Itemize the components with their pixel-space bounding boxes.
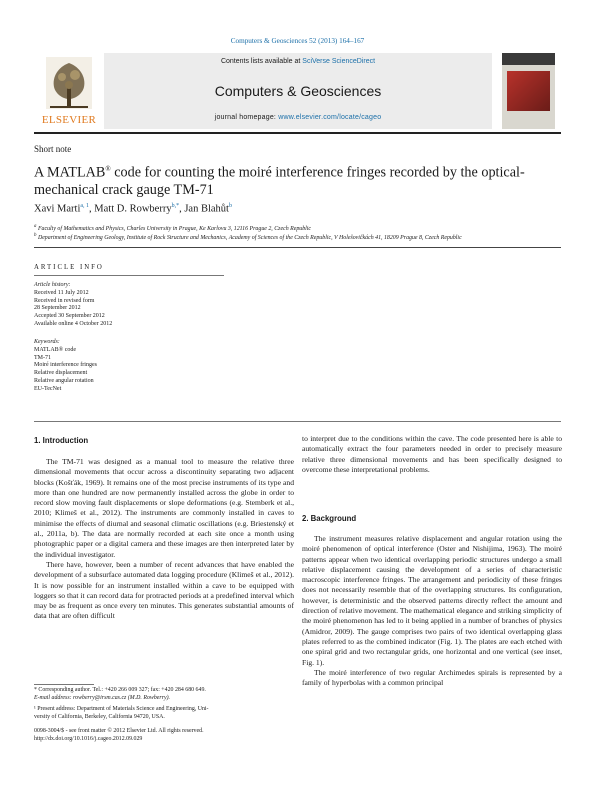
history-entry: Available online 4 October 2012 <box>34 320 113 327</box>
background-body <box>302 534 562 688</box>
homepage-prefix: journal homepage: <box>214 114 279 121</box>
article-title <box>34 161 554 199</box>
journal-reference[interactable]: Computers & Geosciences 52 (2013) 164–167 <box>230 37 365 45</box>
affiliation <box>34 233 564 241</box>
homepage-link[interactable]: www.elsevier.com/locate/cageo <box>278 114 382 121</box>
publisher-name: ELSEVIER <box>41 114 97 126</box>
article-type: Short note <box>34 144 72 154</box>
footnote-rule <box>34 684 94 685</box>
introduction-continuation <box>302 434 562 475</box>
affiliation-text: Department of Engineering Geology, Institute of Rock Structure and Mechanics, Academy of Sciences of the Czech Republic, V Holešovičkách 41, 18209 Prague 8, Czech Republic <box>37 234 462 241</box>
journal-cover-image <box>502 53 555 129</box>
journal-title: Computers & Geosciences <box>214 83 382 99</box>
article-history <box>34 282 112 329</box>
keyword: MATLAB® code <box>34 346 77 353</box>
paragraph: There have, however, been a number of recent advances that have enabled the development of a subsurface automated data logging procedure (Klimeš et al., 2012). It is now possible for an instrument installed within a cave to be equipped with loggers so that it can record data for protracted periods at a predefined interval which may be as frequent as once every ten minutes. This generates substantial amounts of data that are often difficult <box>34 559 294 621</box>
paragraph: The instrument measures relative displacement and angular rotation using the moiré phenomenon of optical interference (Oster and Nishijima, 1963). The moiré patterns appear when two identical overlapping periodic structures undergo a small relative displacement causing the development of a series of characteristic macroscopic interference fringes. The arrangement and periodicity of these fringes does not necessarily resemble that of the overlapping structures. Its configuration, however, is deterministic and the observed patterns directly reflect the amount and direction of relative movement. The mathematical elegance and striking simplicity of the moiré phenomenon has led to it being applied in a number of branches of physics (Amidror, 2009). The gauge comprises two pairs of two identical overlapping glass plates referred to as the combined indicator (Fig. 1). The plates are each etched with one spiral grid and two rectangular grids, one horizontal and one vertical (see inset, Fig. 1). <box>302 534 562 667</box>
keywords <box>34 339 97 394</box>
footnote-present-address: ¹ Present address: Department of Materials Science and Engineering, Uni- <box>34 706 209 712</box>
keywords-label: Keywords: <box>34 339 60 345</box>
elsevier-logo <box>40 53 98 129</box>
section-heading-introduction: 1. Introduction <box>34 436 89 445</box>
paragraph: The TM-71 was designed as a manual tool to measure the relative three dimensional movements that occur across a discontinuity separating two adjacent blocks (Košťák, 1969). It remains one of the most precise instruments of its type and more than one hundred are now permanently installed across the globe in order to record slow moving fault displacements or slope deformations (e.g. Stemberk et al., 2010; Klimeš et al., 2012). The instruments are commonly installed in caves to minimise the effects of diurnal and seasonal climatic oscillations (e.g. Briestenský et al., 2011a, b). The data are normally recorded at each site once a month using photographic paper or a digital camera and these images are then interpreted later by the individual investigator. <box>34 457 294 559</box>
history-label: Article history: <box>34 282 71 288</box>
journal-homepage <box>104 114 492 121</box>
doi-link[interactable]: http://dx.doi.org/10.1016/j.cageo.2012.09.029 <box>34 736 143 742</box>
author-list: Xavi Marti$^{a, 1}$, Matt D. Rowberry$^{b,*}$, Jan Blahůt$^b$ <box>34 203 232 215</box>
issn-line: 0098-3004/$ - see front matter © 2012 Elsevier Ltd. All rights reserved. <box>34 728 204 734</box>
author-name: Jan Blahůt <box>184 203 229 215</box>
footnote-email: E-mail address: rowberry@irsm.cas.cz (M.D. Rowberry). <box>34 695 171 701</box>
paragraph: The moiré interference of two regular Archimedes spirals is represented by a family of hyperbolas with a common principal <box>302 667 562 688</box>
article-info-bottom-rule <box>34 421 561 422</box>
affiliation-rule <box>34 247 561 248</box>
history-entry: Received 11 July 2012 <box>34 289 89 296</box>
header-rule <box>34 132 561 134</box>
footnote-corresponding-author: * Corresponding author. Tel.: +420 266 009 327; fax: +420 284 680 649. <box>34 687 206 693</box>
journal-header <box>40 53 555 129</box>
keyword: Relative angular rotation <box>34 377 94 384</box>
footnote-present-address-cont: versity of California, Berkeley, California 94720, USA. <box>34 714 165 720</box>
keyword: Moiré interference fringes <box>34 362 97 369</box>
author-affiliation-mark[interactable]: a, 1 <box>80 203 90 209</box>
masthead <box>104 53 492 129</box>
cover-band <box>502 53 555 65</box>
contents-line <box>104 58 492 65</box>
affiliation-text: Faculty of Mathematics and Physics, Charles University in Prague, Ke Karlovu 3, 12116 Prague 2, Czech Republic <box>37 225 312 232</box>
cover-illustration <box>507 71 550 111</box>
keyword: TM-71 <box>34 354 51 361</box>
affiliation-mark: a <box>34 224 37 229</box>
article-info-heading: ARTICLE INFO <box>34 264 104 271</box>
title-part-2: code for counting the moiré interference fringes recorded by the optical-mechanical crack gauge TM-71 <box>34 164 525 198</box>
registered-mark: ® <box>105 165 111 173</box>
author-affiliation-mark[interactable]: b,* <box>171 203 180 209</box>
title-part-1: A MATLAB <box>34 164 106 181</box>
history-entry: Accepted 30 September 2012 <box>34 313 105 320</box>
section-heading-background: 2. Background <box>302 514 357 523</box>
article-info-rule <box>34 275 224 276</box>
author-name: Xavi Marti <box>34 203 81 215</box>
affiliation <box>34 224 564 232</box>
author-name: Matt D. Rowberry <box>94 203 172 215</box>
introduction-body <box>34 457 294 622</box>
history-entry: 28 September 2012 <box>34 305 81 312</box>
elsevier-tree-icon <box>46 57 92 109</box>
history-entry: Received in revised form <box>34 297 95 304</box>
keyword: EU-TecNet <box>34 385 62 392</box>
affiliation-mark: b <box>34 233 37 238</box>
keyword: Relative displacement <box>34 370 88 377</box>
contents-prefix: Contents lists available at <box>220 58 303 65</box>
sciencedirect-link[interactable]: SciVerse ScienceDirect <box>302 58 376 65</box>
paragraph: to interpret due to the conditions within the cave. The code presented here is able to automatically extract the four parameters needed in order to precisely measure relative three dimensional movements and has been specifically designed to overcome these interpretational problems. <box>302 434 562 474</box>
author-affiliation-mark[interactable]: b <box>228 203 232 209</box>
